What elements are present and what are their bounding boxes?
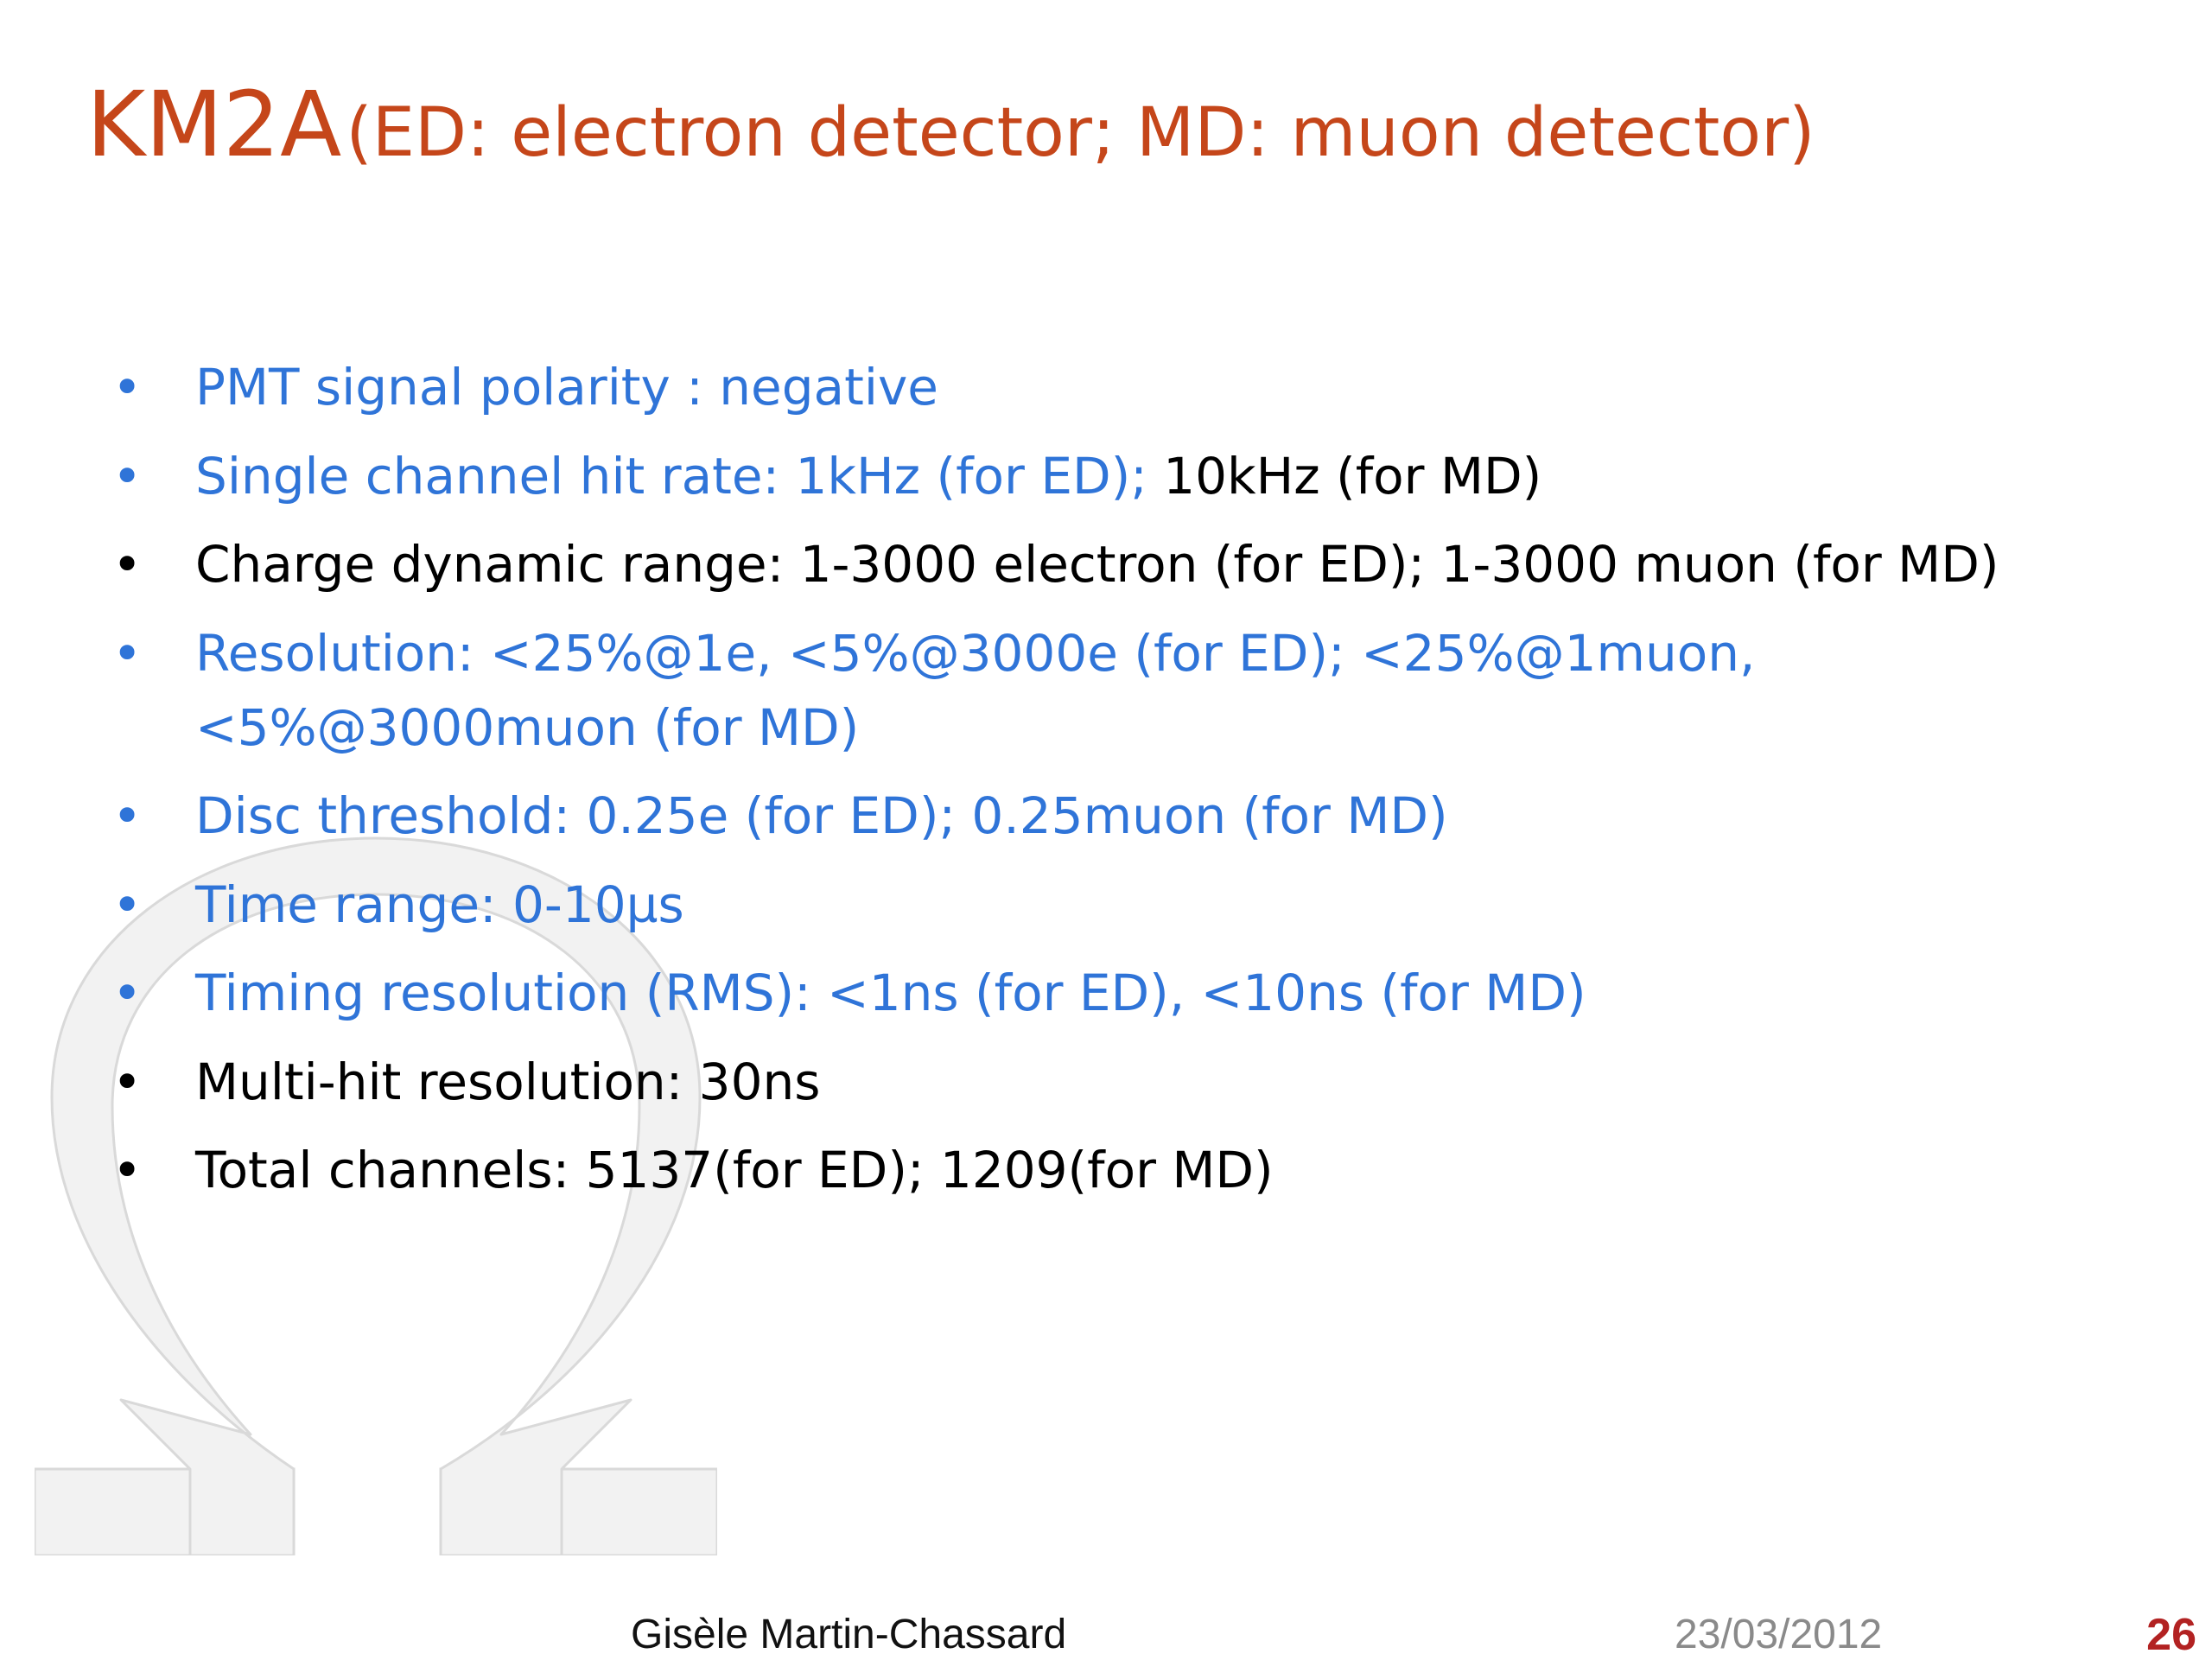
bullet-text-line1: Resolution: <25%@1e, <5%@3000e (for ED); <25%@1muon, [195, 623, 1756, 683]
bullet-text: Timing resolution (RMS): <1ns (for ED), <10ns (for MD) [195, 964, 1586, 1022]
bullet-item-disc-threshold [112, 779, 2169, 853]
footer-date: 23/03/2012 [1675, 1612, 1883, 1657]
bullet-marker: • [112, 1141, 143, 1199]
bullet-marker: • [112, 1052, 143, 1111]
bullet-text-black: 10kHz (for MD) [1147, 446, 1542, 506]
bullet-marker: • [112, 446, 143, 506]
bullet-text: PMT signal polarity : negative [195, 358, 938, 417]
bullet-marker: • [112, 535, 143, 594]
title-main: KM2A [86, 72, 342, 177]
bullet-item-timing-resolution [112, 956, 2169, 1030]
bullet-item-resolution [112, 616, 2169, 765]
bullet-list [112, 350, 2169, 1222]
title-subtitle: (ED: electron detector; MD: muon detector) [346, 94, 1815, 172]
bullet-marker: • [112, 964, 143, 1022]
bullet-text: Multi-hit resolution: 30ns [195, 1052, 821, 1111]
bullet-marker: • [112, 623, 143, 683]
bullet-item-time-range [112, 868, 2169, 942]
bullet-item-charge-range [112, 527, 2169, 601]
bullet-item-pmt-polarity [112, 350, 2169, 424]
bullet-marker: • [112, 358, 143, 417]
bullet-text: Time range: 0-10µs [195, 875, 684, 934]
bullet-marker: • [112, 786, 143, 845]
bullet-text: Total channels: 5137(for ED); 1209(for MD) [195, 1141, 1274, 1199]
bullet-text: Charge dynamic range: 1-3000 electron (for ED); 1-3000 muon (for MD) [195, 535, 1999, 594]
bullet-text-line2: <5%@3000muon (for MD) [195, 697, 860, 757]
slide-title [86, 72, 1815, 177]
bullet-text-blue: Single channel hit rate: 1kHz (for ED); [195, 446, 1147, 506]
bullet-item-multi-hit [112, 1045, 2169, 1119]
bullet-marker: • [112, 875, 143, 934]
bullet-item-hit-rate [112, 439, 2169, 513]
page-number: 26 [2146, 1610, 2196, 1660]
footer-author: Gisèle Martin-Chassard [631, 1612, 1067, 1657]
bullet-item-total-channels [112, 1133, 2169, 1207]
bullet-text: Disc threshold: 0.25e (for ED); 0.25muon (for MD) [195, 786, 1448, 845]
